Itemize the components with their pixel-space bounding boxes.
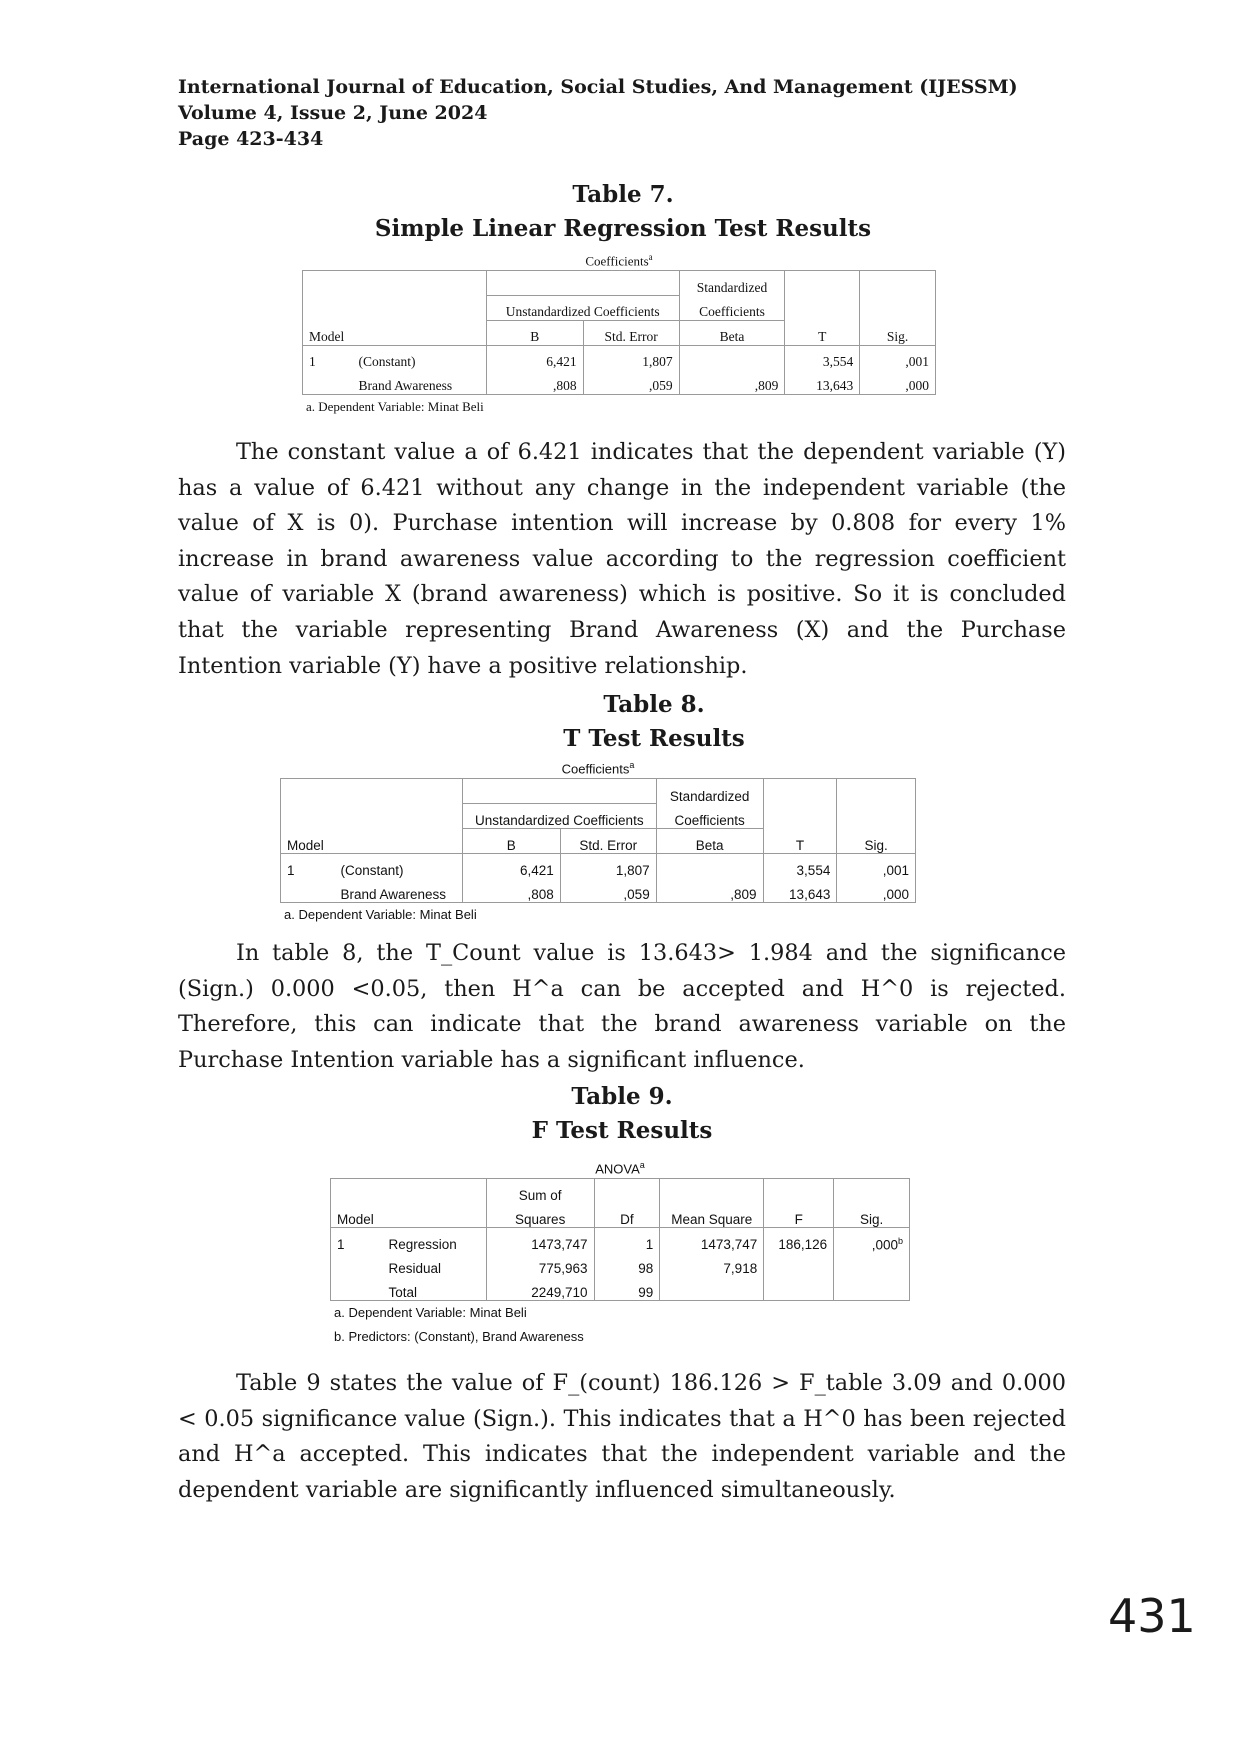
table7-header-model: Model: [303, 321, 353, 346]
paragraph-f-test-interpretation: Table 9 states the value of F_(count) 186.126 > F_table 3.09 and 0.000 < 0.05 significance value (Sign.). This indicates that a H^0 has been rejected and H^a accepted. This indicates that the independent variable and the dependent variable are significantly influenced simultaneously.: [178, 1370, 1066, 1503]
table8-header-b: B: [462, 829, 560, 854]
table9-grid: [330, 1178, 910, 1301]
table-row: Total 2249,710 99: [331, 1276, 910, 1301]
journal-volume: Volume 4, Issue 2, June 2024: [178, 102, 488, 124]
table9-header-sum-of: Sum of: [486, 1179, 594, 1204]
table-row: 1 Regression 1473,747 1 1473,747 186,126 ,000$^b$: [331, 1228, 910, 1253]
table7-header-standardized: Standardized: [679, 271, 785, 296]
page-number: 431: [1108, 1589, 1196, 1643]
table9-spss-title: ANOVA$^a$: [595, 1160, 645, 1177]
table8-note: a. Dependent Variable: Minat Beli: [284, 907, 477, 923]
table8-header-model: Model: [281, 829, 335, 854]
table8-caption: [178, 688, 1130, 756]
table8-header-sig: Sig.: [837, 829, 916, 854]
table8-header-stderror: Std. Error: [560, 829, 656, 854]
table7-header-coefficients: Coefficients: [679, 296, 785, 321]
table9-header-squares: Squares: [486, 1203, 594, 1228]
table9-header-sig: Sig.: [834, 1203, 910, 1228]
table7-header-t: T: [785, 321, 860, 346]
journal-header: [178, 74, 1018, 152]
table9-header-mean-square: Mean Square: [660, 1203, 764, 1228]
table8-header-standardized: Standardized: [656, 779, 763, 804]
table-row: 1 (Constant) 6,421 1,807 3,554 ,001: [281, 854, 916, 879]
table8-header-beta: Beta: [656, 829, 763, 854]
table7-header-beta: Beta: [679, 321, 785, 346]
table8-header-t: T: [763, 829, 837, 854]
table7-label: Table 7.: [572, 181, 674, 208]
table8-grid: [280, 778, 916, 903]
paragraph-constant-interpretation: The constant value a of 6.421 indicates that the dependent variable (Y) has a value of 6.421 without any change in the independent variable (the value of X is 0). Purchase intention will increase by 0.808 for every 1% increase in brand awareness value according to the regression coefficient value of variable X (brand awareness) which is positive. So it is concluded that the variable representing Brand Awareness (X) and the Purchase Intention variable (Y) have a positive relationship.: [178, 439, 1066, 679]
journal-pages: Page 423-434: [178, 128, 324, 150]
table8-spss-title: Coefficients$^a$: [561, 760, 635, 777]
table8-title: T Test Results: [563, 725, 745, 752]
table7-grid: [302, 270, 936, 395]
table-row: 1 (Constant) 6,421 1,807 3,554 ,001: [303, 346, 936, 371]
table9-spss-output: [330, 1156, 910, 1349]
table8-label: Table 8.: [603, 691, 705, 718]
table7-header-stderror: Std. Error: [583, 321, 679, 346]
table7-title: Simple Linear Regression Test Results: [374, 215, 872, 242]
journal-title: International Journal of Education, Social Studies, And Management (IJESSM): [178, 76, 1018, 98]
table9-header-f: F: [764, 1203, 834, 1228]
table7-caption: [178, 178, 1068, 246]
table9-header-model: Model: [331, 1203, 383, 1228]
table9-header-df: Df: [594, 1203, 660, 1228]
table9-note-b: b. Predictors: (Constant), Brand Awareness: [334, 1329, 584, 1345]
table-row: Brand Awareness ,808 ,059 ,809 13,643 ,000: [303, 370, 936, 395]
table7-header-unstandardized: Unstandardized Coefficients: [486, 296, 679, 321]
table9-note-a: a. Dependent Variable: Minat Beli: [334, 1305, 527, 1321]
table-row: Brand Awareness ,808 ,059 ,809 13,643 ,000: [281, 878, 916, 903]
table7-note: a. Dependent Variable: Minat Beli: [306, 399, 484, 415]
table7-header-b: B: [486, 321, 583, 346]
table8-header-coefficients: Coefficients: [656, 804, 763, 829]
table9-label: Table 9.: [571, 1083, 673, 1110]
table-row: Residual 775,963 98 7,918: [331, 1252, 910, 1276]
table8-spss-output: [280, 756, 916, 927]
paragraph-t-test-interpretation: In table 8, the T_Count value is 13.643> 1.984 and the significance (Sign.) 0.000 <0.05, then H^a can be accepted and H^0 is rejected. Therefore, this can indicate that the brand awareness variable on the Purchase Intention variable has a significant influence.: [178, 940, 1066, 1073]
table7-header-sig: Sig.: [860, 321, 936, 346]
table9-title: F Test Results: [531, 1117, 713, 1144]
table8-header-unstandardized: Unstandardized Coefficients: [462, 804, 656, 829]
table9-caption: [178, 1080, 1066, 1148]
table7-spss-output: [302, 248, 936, 419]
table7-spss-title: Coefficients$^a$: [585, 252, 653, 269]
